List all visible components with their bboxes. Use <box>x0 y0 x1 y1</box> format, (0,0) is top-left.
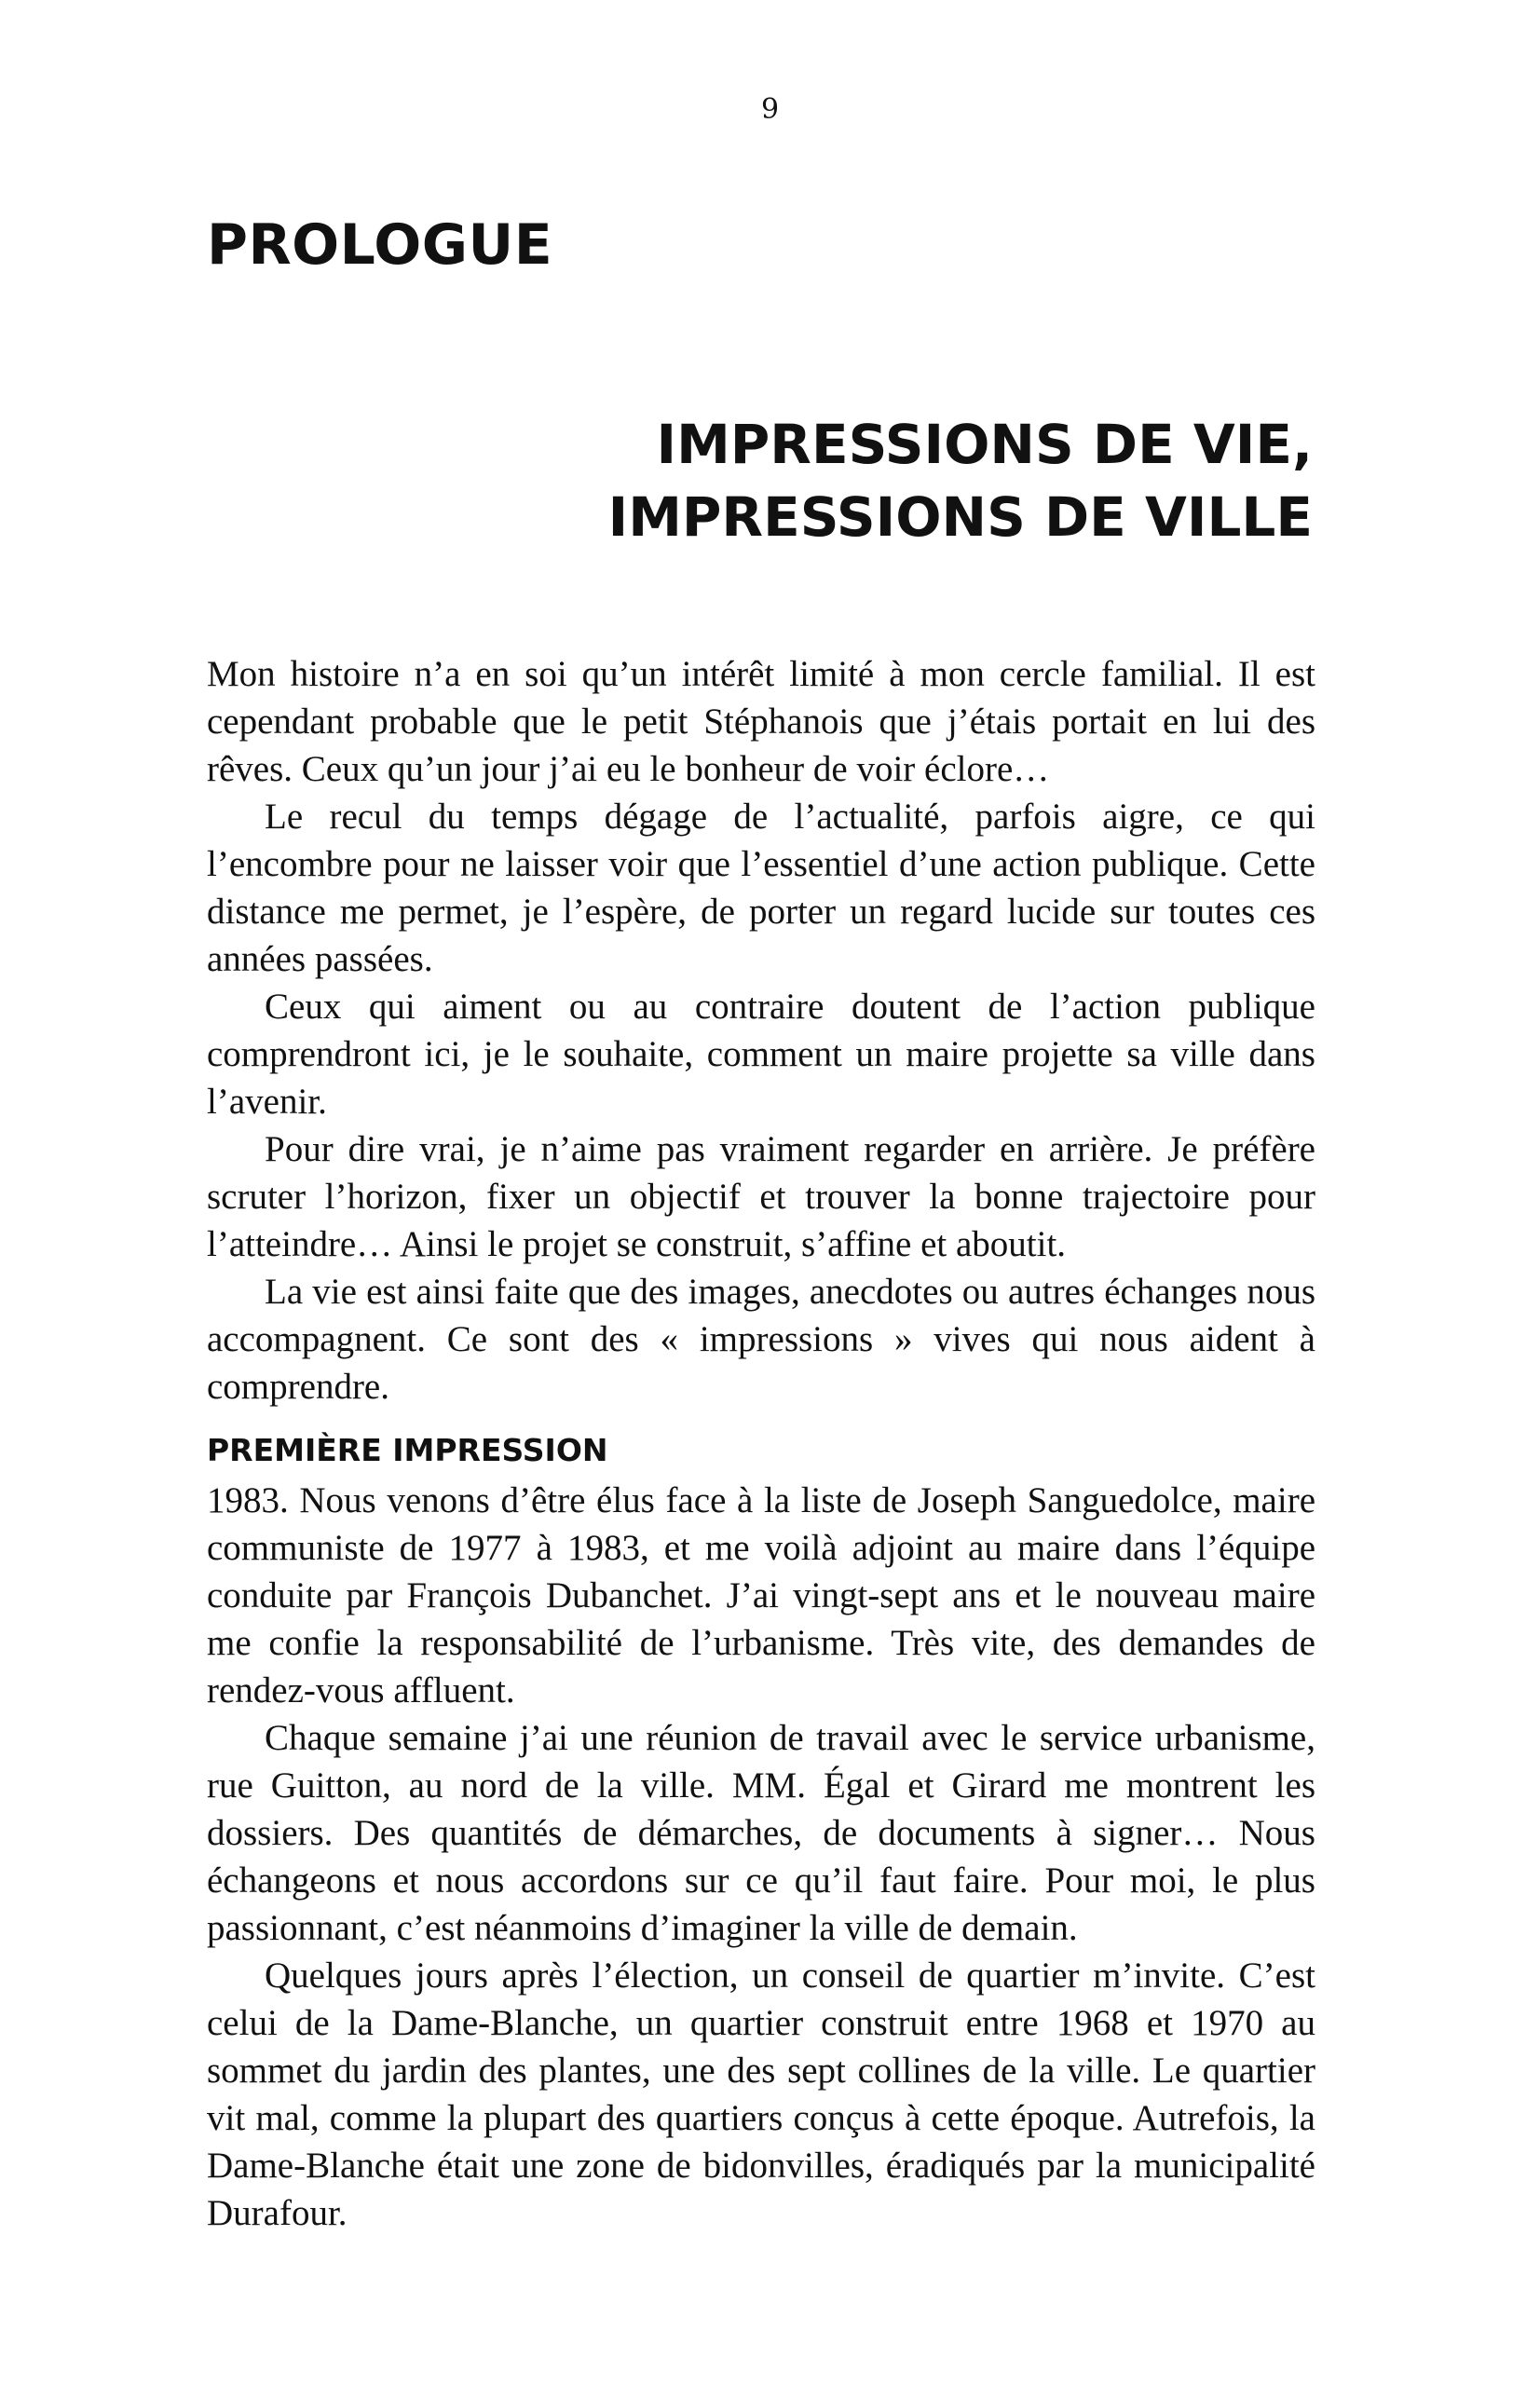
intro-paragraph: Pour dire vrai, je n’aime pas vraiment regarder en arrière. Je préfère scruter l’horizon, fixer un objectif et trouver la bonne trajectoire pour l’atteindre… Ainsi le projet se construit, s’affine et aboutit. <box>207 1129 1315 1264</box>
intro-paragraph: Ceux qui aiment ou au contraire doutent de l’action publique comprendront ici, je le souhaite, comment un maire projette sa ville dans l’avenir. <box>207 987 1315 1122</box>
intro-text <box>207 650 1315 1411</box>
section-text <box>207 1477 1315 2237</box>
section-title-line-1: IMPRESSIONS DE VIE, <box>656 413 1313 476</box>
intro-paragraph: Le recul du temps dégage de l’actualité, parfois aigre, ce qui l’encombre pour ne laisser voir que l’essentiel d’une action publique. Cette distance me permet, je l’espère, de porter un regard lucide sur toutes ces années passées. <box>207 797 1315 979</box>
section-paragraph: Chaque semaine j’ai une réunion de travail avec le service urbanisme, rue Guitton, au nord de la ville. MM. Égal et Girard me montrent les dossiers. Des quantités de démarches, de documents à signer… Nous échangeons et nous accordons sur ce qu’il faut faire. Pour moi, le plus passionnant, c’est néanmoins d’imaginer la ville de demain. <box>207 1718 1315 1948</box>
section-title <box>608 408 1313 553</box>
chapter-title: PROLOGUE <box>207 212 553 278</box>
intro-paragraph: La vie est ainsi faite que des images, anecdotes ou autres échanges nous accompagnent. Ce sont des « impressions » vives qui nous aident à comprendre. <box>207 1272 1315 1407</box>
page-number: 9 <box>760 93 780 126</box>
subheading: PREMIÈRE IMPRESSION <box>207 1432 608 1468</box>
section-title-line-2: IMPRESSIONS DE VILLE <box>607 485 1313 549</box>
section-paragraph: 1983. Nous venons d’être élus face à la liste de Joseph Sanguedolce, maire communiste de 1977 à 1983, et me voilà adjoint au maire dans l’équipe conduite par François Dubanchet. J’ai vingt-sept ans et le nouveau maire me confie la responsabilité de l’urbanisme. Très vite, des demandes de rendez-vous affluent. <box>207 1480 1315 1710</box>
section-paragraph: Quelques jours après l’élection, un conseil de quartier m’invite. C’est celui de la Dame-Blanche, un quartier construit entre 1968 et 1970 au sommet du jardin des plantes, une des sept collines de la ville. Le quartier vit mal, comme la plupart des quartiers conçus à cette époque. Autrefois, la Dame-Blanche était une zone de bidonvilles, éradiqués par la municipalité Durafour. <box>207 1956 1315 2233</box>
intro-paragraph: Mon histoire n’a en soi qu’un intérêt limité à mon cercle familial. Il est cependant probable que le petit Stéphanois que j’étais portait en lui des rêves. Ceux qu’un jour j’ai eu le bonheur de voir éclore… <box>207 654 1315 789</box>
